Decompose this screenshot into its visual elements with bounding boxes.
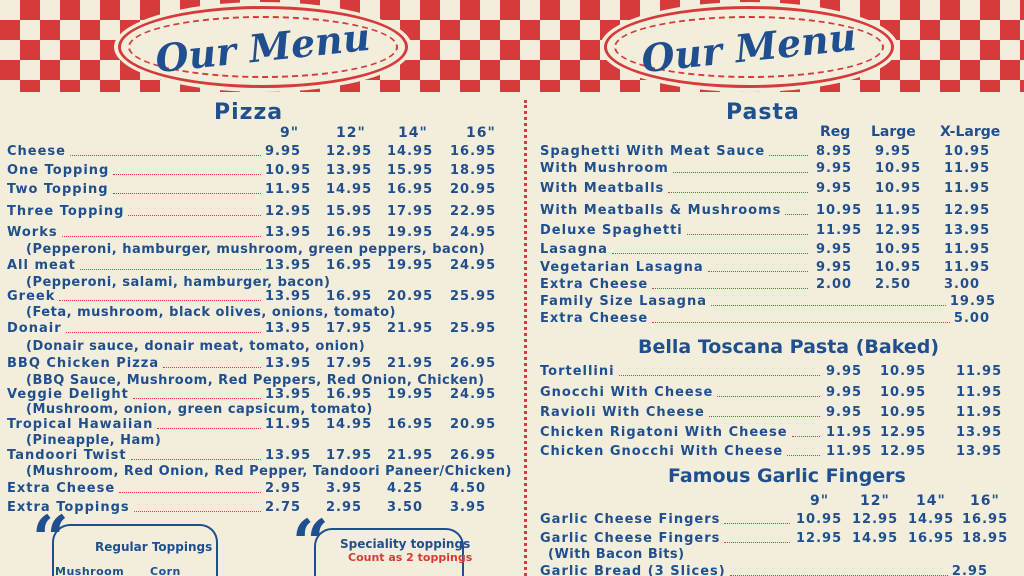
leader-dots [787,455,820,456]
pizza-item-price: 20.95 [387,289,434,304]
pizza-item-name: Tandoori Twist [7,448,127,463]
pasta-item [540,222,812,238]
pizza-note-tropical: (Pineapple, Ham) [26,433,162,448]
garlic-item-price: 16.95 [962,512,1009,527]
pizza-note-tandoori: (Mushroom, Red Onion, Red Pepper, Tandoori Paneer/Chicken) [26,464,512,479]
pasta-item-price: 11.95 [944,161,991,176]
garlic-item [540,530,794,546]
garlic-item-price: 12.95 [852,512,899,527]
pizza-item-price: 25.95 [450,321,497,336]
pizza-item-price: 4.50 [450,481,487,496]
leader-dots [668,192,808,193]
leader-dots [131,459,261,460]
pasta-item-price: 9.95 [816,242,853,257]
pizza-size-9: 9" [280,125,300,141]
pizza-item [7,257,265,273]
pasta-item-price: 11.95 [875,203,922,218]
leader-dots [687,234,808,235]
pizza-item [7,162,265,178]
pasta-item-price: 10.95 [944,144,991,159]
leader-dots [134,511,261,512]
topping-corn: Corn [150,565,181,576]
baked-item-price: 12.95 [880,444,927,459]
pasta-size-xlarge: X-Large [940,124,1001,140]
pizza-item-price: 12.95 [326,144,373,159]
pasta-item [540,241,812,257]
pasta-item [540,202,812,218]
pasta-item [540,143,812,159]
pasta-item-price: 11.95 [816,223,863,238]
pizza-note-greek: (Feta, mushroom, black olives, onions, tomato) [26,305,396,320]
baked-item-price: 10.95 [880,385,927,400]
garlic-bread-row [540,563,988,576]
baked-item-price: 11.95 [956,405,1003,420]
pizza-item-name: Extra Cheese [7,481,116,496]
pizza-item-price: 3.50 [387,500,424,515]
pizza-item-price: 10.95 [265,163,312,178]
pizza-item [7,416,265,432]
pizza-item-price: 13.95 [265,387,312,402]
pizza-item-price: 22.95 [450,204,497,219]
pizza-item-price: 19.95 [387,225,434,240]
pizza-item-price: 20.95 [450,182,497,197]
menu-title-oval-right [604,6,894,88]
leader-dots [673,172,808,173]
garlic-item-price: 10.95 [796,512,843,527]
pizza-item-name: Veggie Delight [7,387,129,402]
leader-dots [619,375,820,376]
pizza-item [7,181,265,197]
pasta-item [540,259,812,275]
pasta-family-row [540,293,996,309]
pasta-item-price: 10.95 [875,260,922,275]
garlic-size-14: 14" [916,493,946,509]
pizza-item-price: 16.95 [450,144,497,159]
pizza-item-price: 19.95 [387,387,434,402]
baked-item-price: 10.95 [880,405,927,420]
column-divider [524,100,527,576]
pizza-item-price: 24.95 [450,225,497,240]
pasta-item-name: With Meatballs [540,181,665,196]
garlic-item-price: 12.95 [796,531,843,546]
baked-item-price: 9.95 [826,364,863,379]
garlic-bread-price: 2.95 [951,564,988,576]
pasta-item-price: 8.95 [816,144,853,159]
pasta-size-large: Large [871,124,916,140]
pasta-item-name: With Mushroom [540,161,669,176]
baked-item-price: 10.95 [880,364,927,379]
pizza-note-works: (Pepperoni, hamburger, mushroom, green peppers, bacon) [26,242,486,257]
pizza-item-price: 13.95 [265,225,312,240]
pasta-size-reg: Reg [820,124,851,140]
pizza-item [7,288,265,304]
pizza-item-price: 15.95 [326,204,373,219]
pizza-item-name: Extra Toppings [7,500,130,515]
pizza-item-price: 25.95 [450,289,497,304]
leader-dots [652,288,808,289]
pizza-item-price: 14.95 [387,144,434,159]
menu-title-left: Our Menu [153,13,373,81]
pasta-item-price: 10.95 [875,181,922,196]
pizza-item-price: 26.95 [450,448,497,463]
pizza-item-price: 9.95 [265,144,302,159]
baked-item-price: 11.95 [826,425,873,440]
pizza-item-price: 16.95 [387,417,434,432]
garlic-size-9: 9" [810,493,830,509]
baked-item [540,443,824,459]
pizza-item-name: Cheese [7,144,66,159]
pizza-size-12: 12" [336,125,366,141]
menu-title-oval-left [118,6,408,88]
pizza-item-name: BBQ Chicken Pizza [7,356,160,371]
pasta-item-price: 12.95 [875,223,922,238]
pasta-item-price: 9.95 [816,260,853,275]
pizza-item-price: 17.95 [326,321,373,336]
pizza-item-price: 11.95 [265,182,312,197]
garlic-item [540,511,794,527]
garlic-item-price: 16.95 [908,531,955,546]
leader-dots [724,523,790,524]
pasta-item-price: 11.95 [944,260,991,275]
pizza-item-price: 12.95 [265,204,312,219]
leader-dots [785,214,808,215]
pizza-item-price: 24.95 [450,387,497,402]
pizza-note-all-meat: (Pepperoni, salami, hamburger, bacon) [26,275,331,290]
pasta-item-price: 11.95 [944,242,991,257]
leader-dots [709,416,820,417]
pasta-item-price: 11.95 [944,181,991,196]
pizza-title: Pizza [214,100,284,125]
baked-item [540,404,824,420]
pizza-item-price: 19.95 [387,258,434,273]
pasta-item-price: 9.95 [816,161,853,176]
quote-icon-left: “ [32,502,69,576]
pizza-item-price: 11.95 [265,417,312,432]
pasta-item-price: 9.95 [816,181,853,196]
leader-dots [59,300,261,301]
leader-dots [119,492,261,493]
pizza-size-16: 16" [466,125,496,141]
garlic-item-price: 18.95 [962,531,1009,546]
baked-item-name: Chicken Gnocchi With Cheese [540,444,784,459]
garlic-size-16: 16" [970,493,1000,509]
pizza-item [7,203,265,219]
pizza-item-price: 21.95 [387,321,434,336]
leader-dots [66,332,261,333]
pasta-item-name: Deluxe Spaghetti [540,223,683,238]
pizza-item-price: 2.95 [326,500,363,515]
leader-dots [113,193,261,194]
pizza-item-price: 2.75 [265,500,302,515]
baked-item-name: Gnocchi With Cheese [540,385,714,400]
garlic-note-bacon: (With Bacon Bits) [548,547,685,562]
pizza-item-price: 21.95 [387,448,434,463]
pizza-item-price: 13.95 [265,448,312,463]
pizza-note-bbq: (BBQ Sauce, Mushroom, Red Peppers, Red Onion, Chicken) [26,373,485,388]
pizza-item-price: 21.95 [387,356,434,371]
pasta-item-name: Lasagna [540,242,608,257]
pizza-item-price: 17.95 [387,204,434,219]
pizza-item-price: 3.95 [450,500,487,515]
pizza-item-name: One Topping [7,163,110,178]
garlic-item-price: 14.95 [852,531,899,546]
pizza-item-price: 16.95 [326,289,373,304]
pasta-family-extra-price: 5.00 [953,311,990,326]
pizza-item-name: Works [7,225,58,240]
leader-dots [163,367,261,368]
pizza-item-name: Three Topping [7,204,125,219]
speciality-toppings-note: Count as 2 toppings [348,551,473,564]
pizza-item [7,355,265,371]
pasta-item [540,160,812,176]
pasta-item-name: With Meatballs & Mushrooms [540,203,782,218]
baked-item-name: Chicken Rigatoni With Cheese [540,425,788,440]
garlic-size-12: 12" [860,493,890,509]
pizza-item-price: 4.25 [387,481,424,496]
baked-item-price: 13.95 [956,425,1003,440]
pizza-item-price: 15.95 [387,163,434,178]
pizza-item-price: 3.95 [326,481,363,496]
pizza-item-price: 16.95 [326,258,373,273]
pizza-item-name: Tropical Hawaiian [7,417,154,432]
quote-icon-right: “ [292,506,329,576]
leader-dots [128,215,261,216]
pizza-item-price: 13.95 [265,356,312,371]
pizza-item-price: 26.95 [450,356,497,371]
pizza-item [7,386,265,402]
leader-dots [724,542,790,543]
pizza-item-price: 16.95 [326,225,373,240]
pizza-item [7,320,265,336]
pizza-item-price: 17.95 [326,448,373,463]
pasta-item-name: Extra Cheese [540,277,649,292]
leader-dots [157,428,261,429]
pasta-item-name: Vegetarian Lasagna [540,260,704,275]
regular-toppings-title: Regular Toppings [95,540,213,554]
baked-item [540,363,824,379]
baked-item [540,424,824,440]
leader-dots [62,236,261,237]
pasta-item-price: 12.95 [944,203,991,218]
baked-item-price: 11.95 [826,444,873,459]
pasta-item-price: 10.95 [875,242,922,257]
pizza-item-price: 13.95 [265,321,312,336]
pizza-item-price: 2.95 [265,481,302,496]
pasta-title: Pasta [726,100,800,125]
leader-dots [70,155,261,156]
pizza-item [7,447,265,463]
garlic-item-name: Garlic Cheese Fingers [540,512,721,527]
menu-title-right: Our Menu [639,13,859,81]
garlic-title: Famous Garlic Fingers [668,465,906,487]
pizza-item [7,143,265,159]
pizza-item-price: 13.95 [265,258,312,273]
pasta-item-price: 2.00 [816,277,853,292]
pizza-item-price: 17.95 [326,356,373,371]
baked-item-price: 9.95 [826,405,863,420]
pasta-family-extra-name: Extra Cheese [540,311,649,326]
pizza-size-14: 14" [398,125,428,141]
garlic-bread-name: Garlic Bread (3 Slices) [540,564,726,576]
leader-dots [717,396,820,397]
speciality-toppings-title: Speciality toppings [340,537,471,551]
pasta-family-price: 19.95 [949,294,996,309]
pizza-item-price: 20.95 [450,417,497,432]
pasta-family-name: Family Size Lasagna [540,294,707,309]
pizza-item-price: 24.95 [450,258,497,273]
pasta-item-price: 3.00 [944,277,981,292]
pizza-item-name: Greek [7,289,56,304]
pizza-item [7,480,265,496]
baked-item-price: 13.95 [956,444,1003,459]
pizza-item-price: 14.95 [326,417,373,432]
pizza-item [7,224,265,240]
baked-item-name: Ravioli With Cheese [540,405,705,420]
baked-item-price: 11.95 [956,385,1003,400]
baked-title: Bella Toscana Pasta (Baked) [638,336,940,358]
leader-dots [792,436,820,437]
pasta-item-price: 9.95 [875,144,912,159]
garlic-item-price: 14.95 [908,512,955,527]
topping-mushroom: Mushroom [55,565,125,576]
pizza-item-name: All meat [7,258,76,273]
pizza-item-price: 18.95 [450,163,497,178]
baked-item-name: Tortellini [540,364,615,379]
pasta-item-price: 10.95 [816,203,863,218]
pizza-note-donair: (Donair sauce, donair meat, tomato, onion) [26,339,366,354]
garlic-item-name: Garlic Cheese Fingers [540,531,721,546]
pasta-item-price: 2.50 [875,277,912,292]
pasta-family-extra-row [540,310,990,326]
pizza-item-price: 13.95 [265,289,312,304]
leader-dots [80,269,261,270]
pasta-item-name: Spaghetti With Meat Sauce [540,144,766,159]
leader-dots [711,305,946,306]
pizza-item-price: 13.95 [326,163,373,178]
leader-dots [113,174,261,175]
leader-dots [652,322,950,323]
pizza-item-name: Two Topping [7,182,109,197]
leader-dots [708,271,808,272]
pizza-note-veggie: (Mushroom, onion, green capsicum, tomato) [26,402,373,417]
leader-dots [612,253,808,254]
baked-item [540,384,824,400]
baked-item-price: 11.95 [956,364,1003,379]
baked-item-price: 12.95 [880,425,927,440]
pasta-item [540,276,812,292]
baked-item-price: 9.95 [826,385,863,400]
pizza-item-price: 16.95 [387,182,434,197]
pasta-item [540,180,812,196]
pizza-item-price: 16.95 [326,387,373,402]
pizza-item-price: 14.95 [326,182,373,197]
leader-dots [133,398,261,399]
pasta-item-price: 13.95 [944,223,991,238]
pasta-item-price: 10.95 [875,161,922,176]
pizza-item-name: Donair [7,321,62,336]
leader-dots [769,155,808,156]
